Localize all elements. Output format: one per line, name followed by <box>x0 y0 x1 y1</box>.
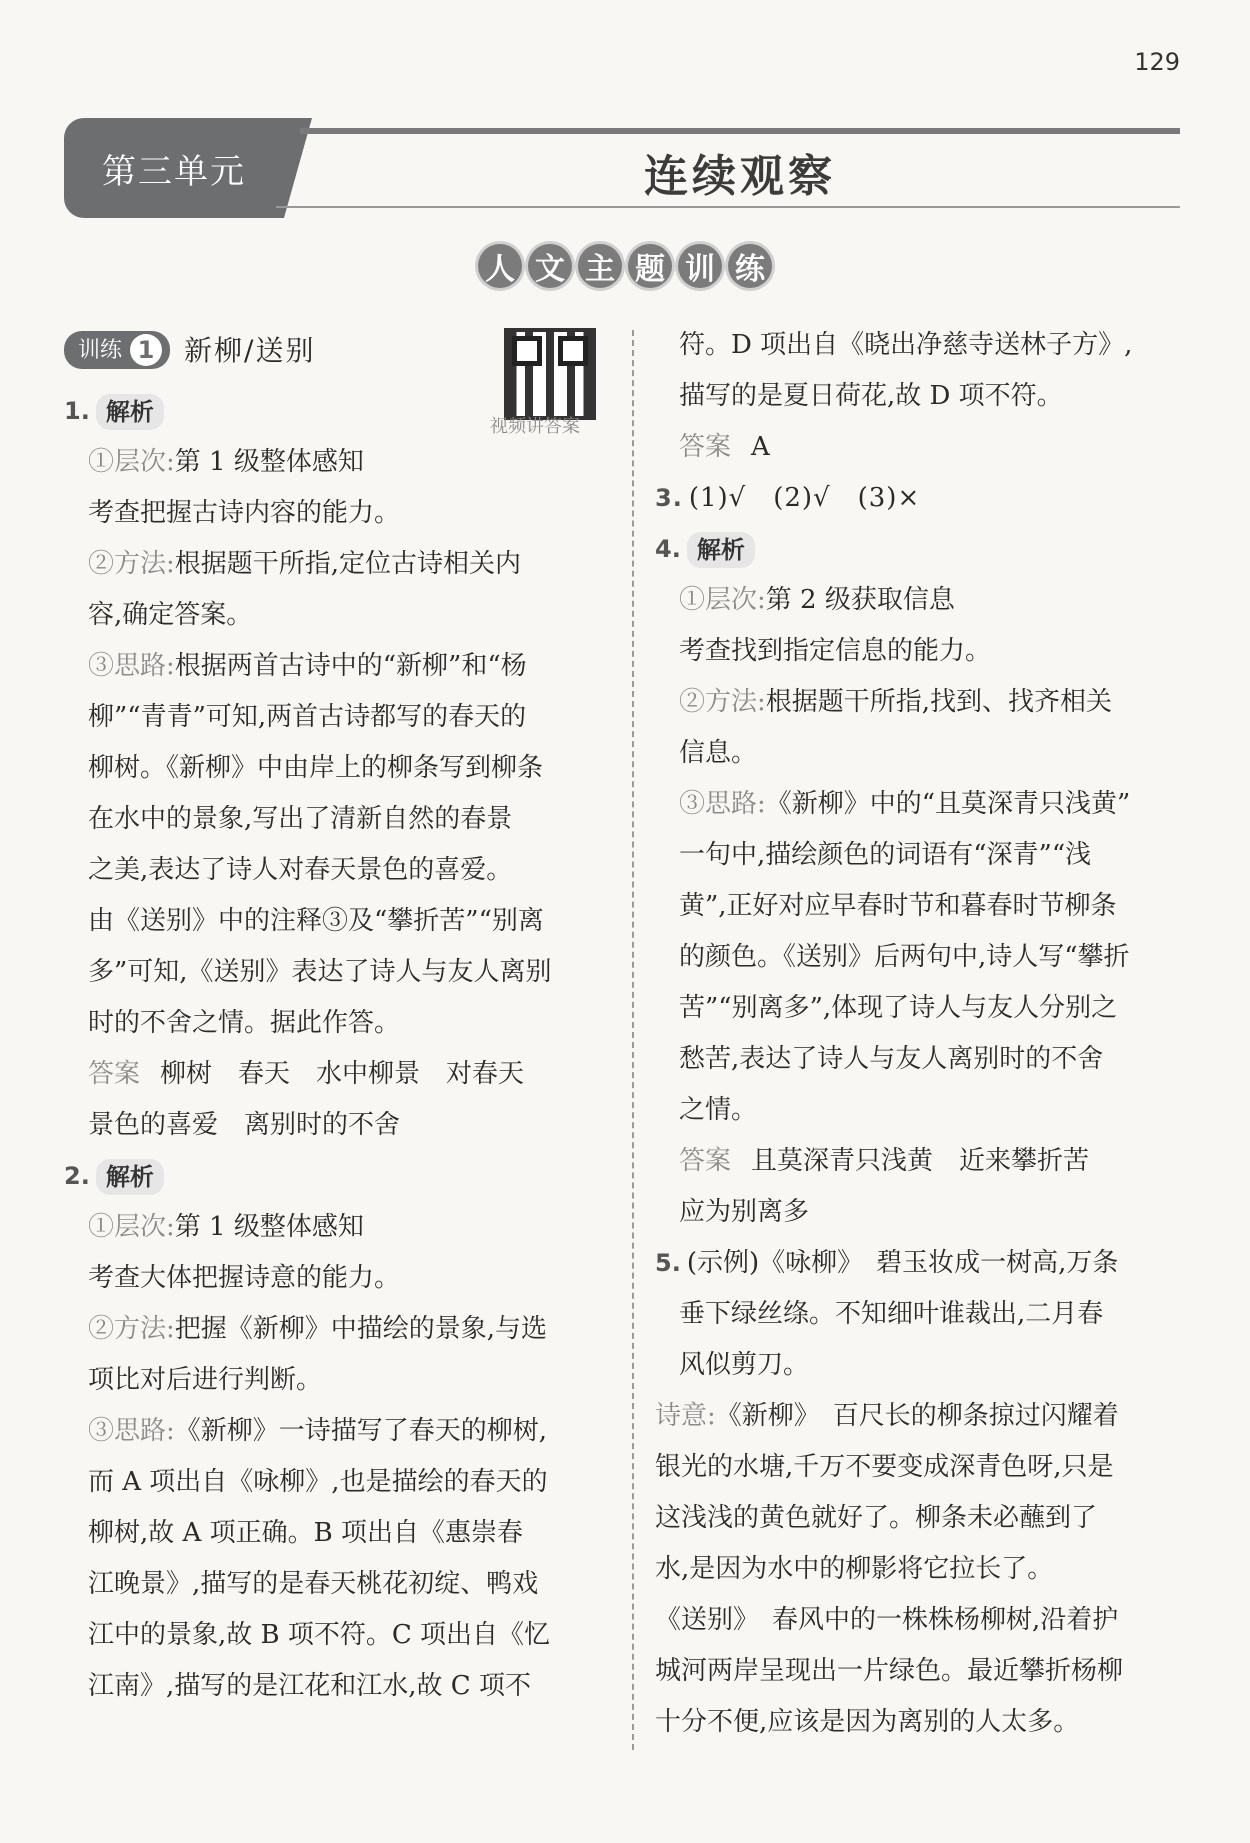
question-5-line: 风似剪刀。 <box>679 1350 810 1380</box>
idea-line: 描写的是夏日荷花,故 D 项不符。 <box>679 381 1063 411</box>
method-label: ②方法: <box>679 687 766 717</box>
question-number: 3. <box>655 484 683 512</box>
theme-char: 训 <box>678 244 722 288</box>
poem-meaning-line: 这浅浅的黄色就好了。柳条未必蘸到了 <box>655 1503 1098 1533</box>
answer-label: 答案 <box>679 1146 732 1176</box>
idea-line: 由《送别》中的注释③及“攀折苦”“别离 <box>88 906 544 936</box>
question-3 <box>655 473 1195 524</box>
question-5 <box>655 1238 1195 1289</box>
drill-badge-label: 训练 <box>78 337 123 363</box>
idea-line: 的颜色。《送别》后两句中,诗人写“攀折 <box>679 942 1130 972</box>
idea-line: 苦”“别离多”,体现了诗人与友人分别之 <box>679 993 1118 1023</box>
theme-char: 文 <box>528 244 572 288</box>
theme-banner <box>0 244 1250 288</box>
level-label: ①层次: <box>88 1212 175 1242</box>
question-number: 5. <box>655 1249 681 1277</box>
idea-line: 《新柳》中的“且莫深青只浅黄” <box>765 789 1131 819</box>
question-2-header <box>64 1151 624 1202</box>
method-text: 把握《新柳》中描绘的景象,与选 <box>174 1314 548 1344</box>
question-5-body <box>655 1289 1195 1391</box>
theme-char: 题 <box>628 244 672 288</box>
idea-label: ③思路: <box>88 1416 175 1446</box>
header-rule-bottom <box>276 206 1180 208</box>
question-4-body <box>655 575 1195 1238</box>
poem-meaning-line: 十分不便,应该是因为离别的人太多。 <box>655 1707 1080 1737</box>
answer-text-2: 景色的喜爱 离别时的不舍 <box>88 1110 401 1140</box>
question-4-header <box>655 524 1195 575</box>
level-text: 第 2 级获取信息 <box>765 585 955 615</box>
idea-label: ③思路: <box>679 789 766 819</box>
method-text-2: 信息。 <box>679 738 758 768</box>
skill-text: 考查大体把握诗意的能力。 <box>88 1263 401 1293</box>
poem-meaning-line: 城河两岸呈现出一片绿色。最近攀折杨柳 <box>655 1656 1124 1686</box>
question-1-body <box>64 437 624 1151</box>
method-text-2: 容,确定答案。 <box>88 600 253 630</box>
idea-line: 在水中的景象,写出了清新自然的春景 <box>88 804 513 834</box>
method-text-2: 项比对后进行判断。 <box>88 1365 323 1395</box>
idea-line: 江南》,描写的是江花和江水,故 C 项不 <box>88 1671 531 1701</box>
unit-label: 第三单元 <box>64 118 284 218</box>
question-number: 4. <box>655 535 681 563</box>
drill-title: 新柳/送别 <box>184 333 316 367</box>
level-text: 第 1 级整体感知 <box>174 447 364 477</box>
question-5-line: (示例)《咏柳》 碧玉妆成一树高,万条 <box>686 1248 1119 1278</box>
poem-meaning-line: 《送别》 春风中的一株株杨柳树,沿着护 <box>655 1605 1119 1635</box>
idea-line: 柳树,故 A 项正确。B 项出自《惠崇春 <box>88 1518 523 1548</box>
answer-label: 答案 <box>88 1059 141 1089</box>
level-label: ①层次: <box>88 447 175 477</box>
question-2-continued <box>655 320 1195 473</box>
idea-line: 柳树。《新柳》中由岸上的柳条写到柳条 <box>88 753 544 783</box>
question-number: 2. <box>64 1162 90 1190</box>
idea-line: 江中的景象,故 B 项不符。C 项出自《忆 <box>88 1620 551 1650</box>
idea-line: 江晚景》,描写的是春天桃花初绽、鸭戏 <box>88 1569 539 1599</box>
qr-caption: 视频讲答案 <box>490 416 580 437</box>
idea-line: 黄”,正好对应早春时节和暮春时节柳条 <box>679 891 1117 921</box>
idea-line: 《新柳》一诗描写了春天的柳树, <box>174 1416 548 1446</box>
skill-text: 考查把握古诗内容的能力。 <box>88 498 401 528</box>
method-label: ②方法: <box>88 549 175 579</box>
method-label: ②方法: <box>88 1314 175 1344</box>
idea-line: 一句中,描绘颜色的词语有“深青”“浅 <box>679 840 1092 870</box>
idea-line: 符。D 项出自《晓出净慈寺送林子方》, <box>679 330 1133 360</box>
analysis-tag: 解析 <box>96 1159 164 1195</box>
theme-char: 练 <box>728 244 772 288</box>
poem-meaning <box>655 1391 1195 1748</box>
theme-char: 主 <box>578 244 622 288</box>
qr-code-icon[interactable] <box>504 328 596 420</box>
answer-text: A <box>751 432 770 462</box>
drill-badge <box>64 331 170 369</box>
idea-line: 柳”“青青”可知,两首古诗都写的春天的 <box>88 702 527 732</box>
answer-text: 柳树 春天 水中柳景 对春天 <box>160 1059 525 1089</box>
idea-line: 多”可知,《送别》表达了诗人与友人离别 <box>88 957 552 987</box>
answer-text-2: 应为别离多 <box>679 1197 810 1227</box>
idea-label: ③思路: <box>88 651 175 681</box>
poem-meaning-line: 《新柳》 百尺长的柳条掠过闪耀着 <box>715 1401 1119 1431</box>
method-text: 根据题干所指,定位古诗相关内 <box>174 549 522 579</box>
skill-text: 考查找到指定信息的能力。 <box>679 636 992 666</box>
poem-meaning-label: 诗意: <box>655 1401 716 1431</box>
idea-line: 时的不舍之情。据此作答。 <box>88 1008 401 1038</box>
idea-line: 愁苦,表达了诗人与友人离别时的不舍 <box>679 1044 1104 1074</box>
idea-line: 而 A 项出自《咏柳》,也是描绘的春天的 <box>88 1467 548 1497</box>
drill-number: 1 <box>130 334 162 366</box>
idea-line: 之美,表达了诗人对春天景色的喜爱。 <box>88 855 513 885</box>
unit-title: 连续观察 <box>644 151 836 202</box>
idea-line: 之情。 <box>679 1095 758 1125</box>
level-text: 第 1 级整体感知 <box>174 1212 364 1242</box>
poem-meaning-line: 银光的水塘,千万不要变成深青色呀,只是 <box>655 1452 1114 1482</box>
question-3-answer: (1)√ (2)√ (3)× <box>688 483 921 513</box>
right-column <box>655 320 1195 1748</box>
question-2-body <box>64 1202 624 1712</box>
question-5-line: 垂下绿丝绦。不知细叶谁裁出,二月春 <box>679 1299 1104 1329</box>
idea-line: 根据两首古诗中的“新柳”和“杨 <box>174 651 527 681</box>
poem-meaning-line: 水,是因为水中的柳影将它拉长了。 <box>655 1554 1054 1584</box>
theme-char: 人 <box>478 244 522 288</box>
analysis-tag: 解析 <box>96 394 164 430</box>
level-label: ①层次: <box>679 585 766 615</box>
left-column <box>64 320 624 1712</box>
header-rule-top <box>300 128 1180 134</box>
question-number: 1. <box>64 397 90 425</box>
page-number: 129 <box>1134 48 1180 76</box>
column-divider <box>632 330 634 1750</box>
method-text: 根据题干所指,找到、找齐相关 <box>765 687 1113 717</box>
answer-label: 答案 <box>679 432 732 462</box>
answer-text: 且莫深青只浅黄 近来攀折苦 <box>751 1146 1090 1176</box>
analysis-tag: 解析 <box>687 532 755 568</box>
